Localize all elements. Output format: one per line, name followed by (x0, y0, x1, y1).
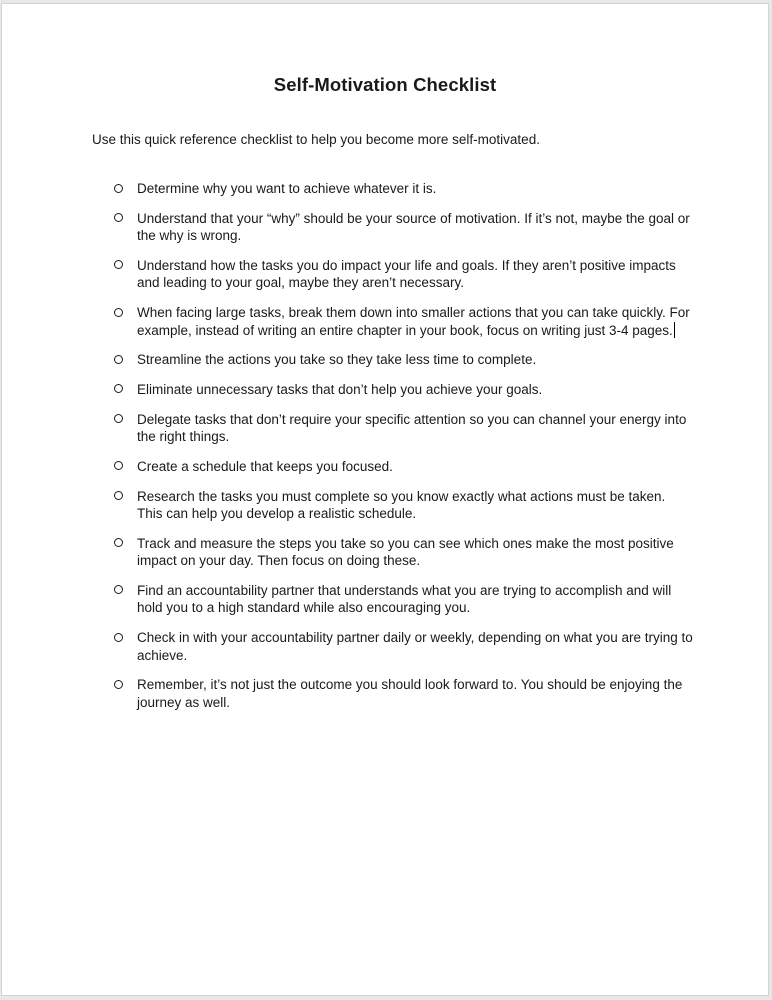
list-item-text: Create a schedule that keeps you focused. (137, 458, 393, 474)
list-item (114, 210, 694, 245)
list-item-text: Delegate tasks that don’t require your specific attention so you can channel your energy into the right things. (137, 411, 687, 445)
list-item (114, 676, 694, 711)
list-item-text: Determine why you want to achieve whatever it is. (137, 181, 437, 196)
list-item-text: Remember, it’s not just the outcome you should look forward to. You should be enjoying the journey as well. (137, 677, 683, 710)
list-item (114, 535, 694, 570)
circle-bullet-icon (114, 184, 123, 193)
circle-bullet-icon (114, 355, 123, 364)
list-item-text: When facing large tasks, break them down into smaller actions that you can take quickly. For example, instead of writing an entire chapter in your book, focus on writing just 3-4 pages. (137, 305, 690, 338)
circle-bullet-icon (114, 538, 123, 547)
document-page[interactable] (1, 3, 769, 996)
list-item (114, 381, 694, 399)
checklist (114, 180, 694, 723)
circle-bullet-icon (114, 213, 123, 222)
list-item-text: Research the tasks you must complete so you know exactly what actions must be taken. This can help you develop a realistic schedule. (137, 488, 666, 521)
list-item-text: Find an accountability partner that understands what you are trying to accomplish and will hold you to a high standard while also encouraging you. (137, 582, 672, 616)
list-item-text: Eliminate unnecessary tasks that don’t help you achieve your goals. (137, 381, 543, 397)
circle-bullet-icon (114, 260, 123, 269)
list-item-text: Streamline the actions you take so they take less time to complete. (137, 352, 537, 368)
list-item (114, 488, 694, 523)
list-item-text: Understand how the tasks you do impact your life and goals. If they aren’t positive impacts and leading to your goal, maybe they aren’t necessary. (137, 257, 676, 291)
intro-paragraph: Use this quick reference checklist to help you become more self-motivated. (92, 132, 540, 147)
page-title: Self-Motivation Checklist (273, 74, 497, 95)
circle-bullet-icon (114, 384, 123, 393)
circle-bullet-icon (114, 633, 123, 642)
text-cursor (674, 322, 675, 338)
circle-bullet-icon (114, 491, 123, 500)
list-item (114, 458, 694, 476)
circle-bullet-icon (114, 585, 123, 594)
list-item (114, 257, 694, 292)
list-item (114, 180, 694, 198)
list-item (114, 304, 694, 339)
list-item (114, 411, 694, 446)
list-item-text: Understand that your “why” should be your source of motivation. If it’s not, maybe the goal or the why is wrong. (137, 210, 690, 244)
list-item (114, 582, 694, 617)
list-item-text: Track and measure the steps you take so you can see which ones make the most positive impact on your day. Then focus on doing these. (137, 535, 674, 569)
list-item (114, 351, 694, 369)
circle-bullet-icon (114, 308, 123, 317)
circle-bullet-icon (114, 461, 123, 470)
list-item (114, 629, 694, 664)
circle-bullet-icon (114, 414, 123, 423)
circle-bullet-icon (114, 680, 123, 689)
list-item-text: Check in with your accountability partner daily or weekly, depending on what you are trying to achieve. (137, 630, 693, 663)
